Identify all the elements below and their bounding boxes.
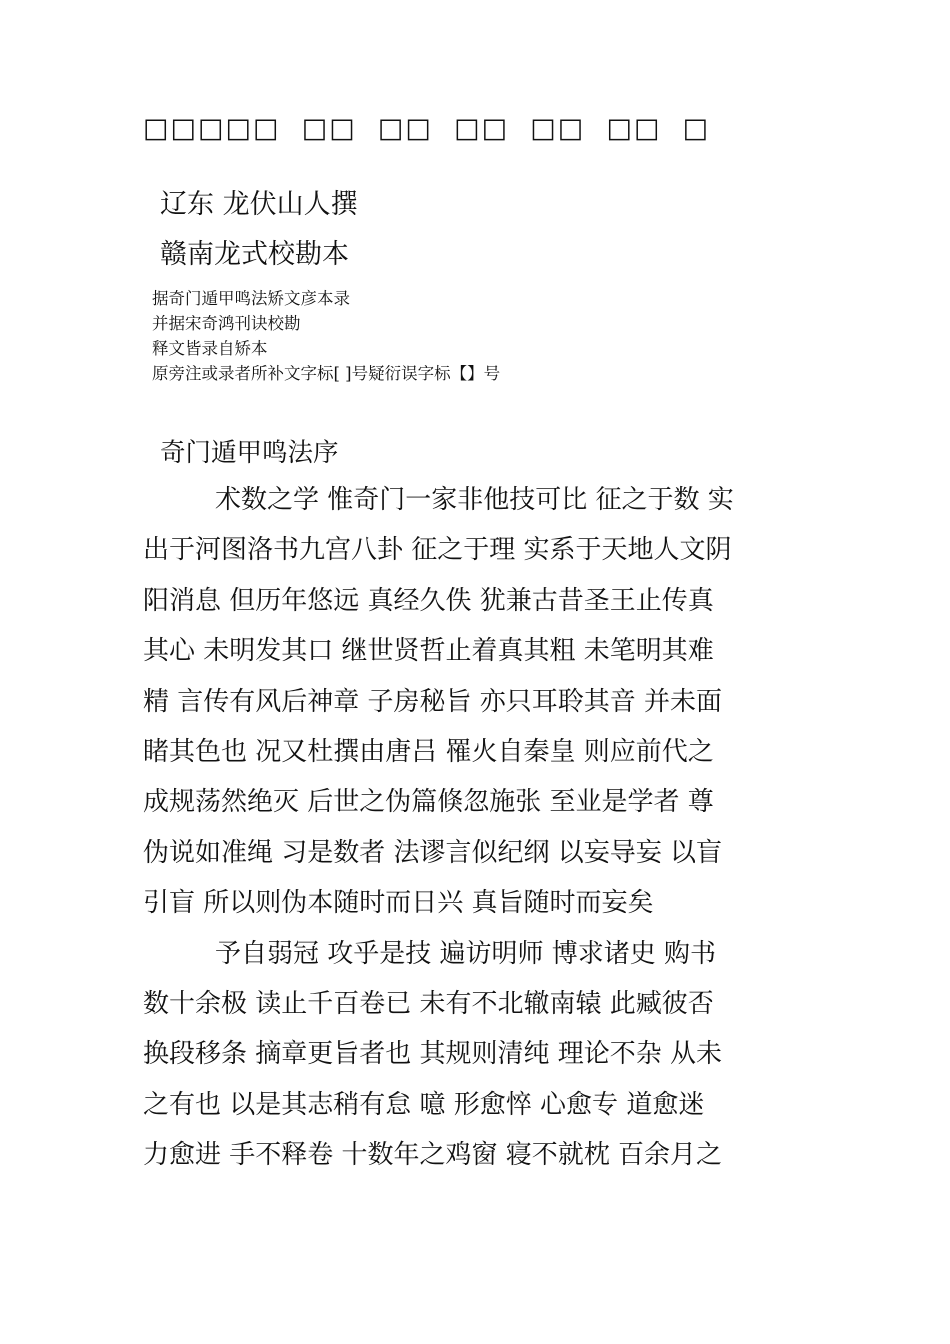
paragraph-line: 引盲 所以则伪本随时而日兴 真旨随时而妄矣 bbox=[143, 888, 654, 919]
paragraph-line: 术数之学 惟奇门一家非他技可比 征之于数 实 bbox=[215, 485, 734, 515]
paragraph-line: 阳消息 但历年悠远 真经久佚 犹兼古昔圣王止传真 bbox=[143, 585, 714, 616]
editor-line: 赣南龙式校勘本 bbox=[160, 239, 349, 270]
paragraph-line: 成规荡然绝灭 后世之伪篇倏忽施张 至业是学者 尊 bbox=[143, 787, 714, 818]
paragraph-line: 力愈进 手不释卷 十数年之鸡窗 寝不就枕 百余月之 bbox=[143, 1140, 723, 1171]
editorial-notes bbox=[152, 286, 500, 386]
paragraph-line: 换段移条 摘章更旨者也 其规则清纯 理论不杂 从未 bbox=[143, 1039, 723, 1070]
paragraph-line: 其心 未明发其口 继世贤哲止着真其粗 未笔明其难 bbox=[143, 636, 714, 667]
paragraph-line: 伪说如准绳 习是数者 法谬言似纪纲 以妄导妄 以盲 bbox=[143, 837, 723, 868]
paragraph-line: 之有也 以是其志稍有怠 噫 形愈悴 心愈专 道愈迷 bbox=[143, 1089, 705, 1120]
paragraph-line: 数十余极 读止千百卷已 未有不北辙南辕 此臧彼否 bbox=[143, 988, 714, 1019]
preface-title: 奇门遁甲鸣法序 bbox=[160, 438, 339, 468]
paragraph-line: 出于河图洛书九宫八卦 征之于理 实系于天地人文阴 bbox=[143, 535, 732, 566]
note-line: 据奇门遁甲鸣法矫文彦本录 bbox=[152, 289, 350, 308]
note-line: 并据宋奇鸿刊诀校勘 bbox=[152, 314, 301, 333]
page-title: □□□□□ □□ □□ □□ □□ □□ □ bbox=[143, 113, 711, 144]
paragraph-line: 睹其色也 况又杜撰由唐吕 罹火自秦皇 则应前代之 bbox=[143, 736, 714, 767]
note-line: 原旁注或录者所补文字标[ ]号疑衍误字标【】号 bbox=[152, 364, 501, 383]
author-line: 辽东 龙伏山人撰 bbox=[160, 189, 358, 220]
preface-body bbox=[143, 475, 823, 1180]
paragraph-line: 予自弱冠 攻乎是技 遍访明师 博求诸史 购书 bbox=[215, 938, 717, 969]
paragraph-line: 精 言传有风后神章 子房秘旨 亦只耳聆其音 并未面 bbox=[143, 686, 723, 717]
note-line: 释文皆录自矫本 bbox=[152, 339, 268, 358]
